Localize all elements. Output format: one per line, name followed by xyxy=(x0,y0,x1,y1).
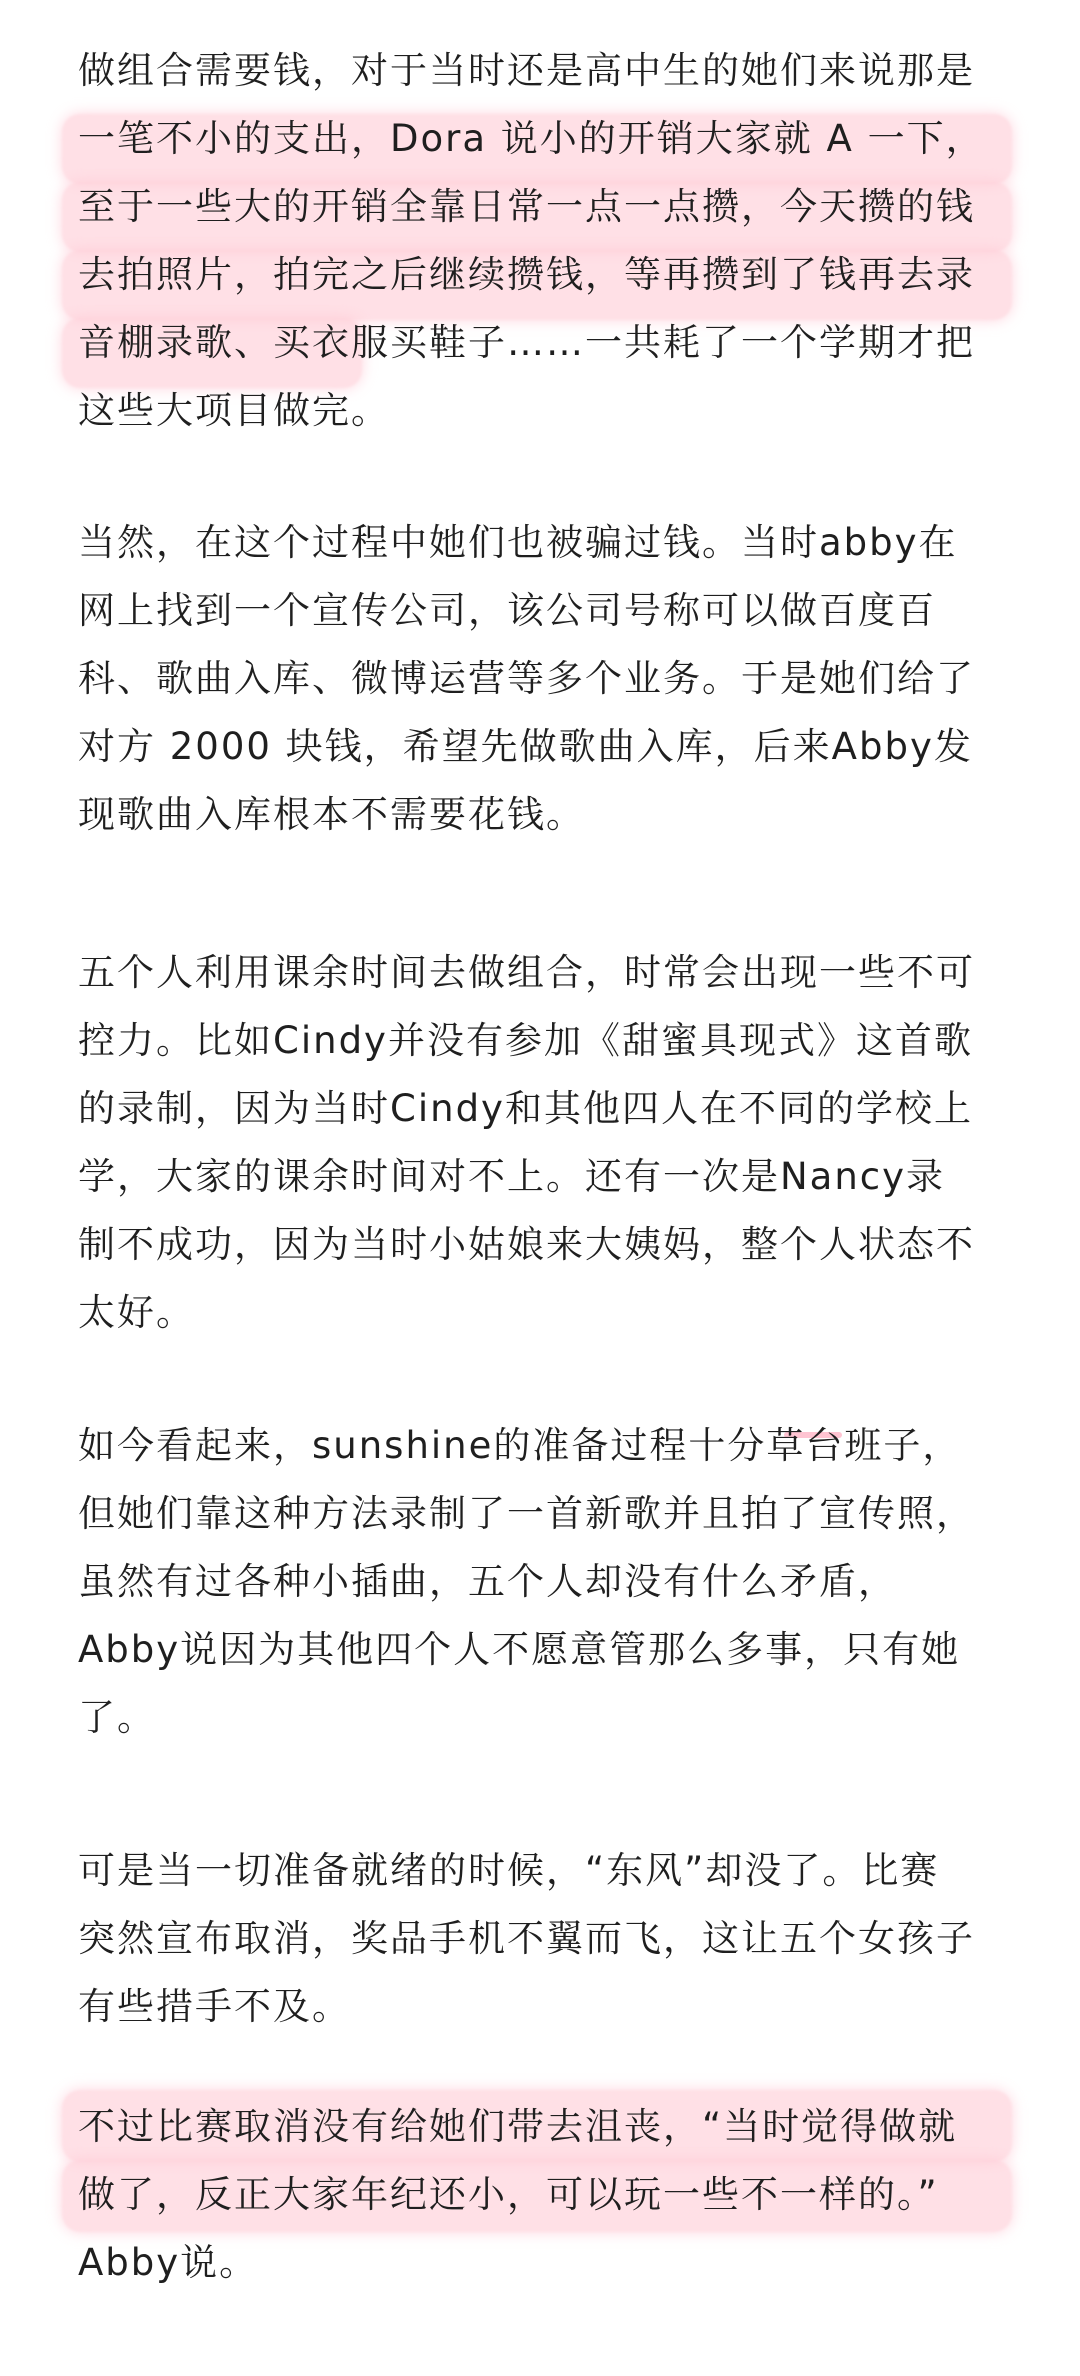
text-line: 学，大家的课余时间对不上。还有一次是Nancy录 xyxy=(78,1155,946,1198)
text-line: 虽然有过各种小插曲，五个人却没有什么矛盾， xyxy=(78,1560,897,1603)
text-line: Abby说。 xyxy=(78,2241,259,2284)
text-line: 制不成功，因为当时小姑娘来大姨妈，整个人状态不 xyxy=(78,1223,975,1266)
text-line: 去拍照片，拍完之后继续攒钱，等再攒到了钱再去录 xyxy=(78,253,975,296)
text-line: 五个人利用课余时间去做组合，时常会出现一些不可 xyxy=(78,951,975,994)
text-line: 科、歌曲入库、微博运营等多个业务。于是她们给了 xyxy=(78,657,975,700)
text-line: 可是当一切准备就绪的时候，“东风”却没了。比赛 xyxy=(78,1849,940,1892)
text-line: 这些大项目做完。 xyxy=(78,389,390,432)
text-line: 了。 xyxy=(78,1696,156,1739)
text-line: Abby说因为其他四个人不愿意管那么多事，只有她 xyxy=(78,1628,961,1671)
text-line: 网上找到一个宣传公司，该公司号称可以做百度百 xyxy=(78,589,936,632)
text-line: 做组合需要钱，对于当时还是高中生的她们来说那是 xyxy=(78,49,975,92)
text-line: 有些措手不及。 xyxy=(78,1985,351,2028)
text-line: 不过比赛取消没有给她们带去沮丧，“当时觉得做就 xyxy=(78,2105,958,2148)
text-line: 当然，在这个过程中她们也被骗过钱。当时abby在 xyxy=(78,521,958,564)
text-line: 突然宣布取消，奖品手机不翼而飞，这让五个女孩子 xyxy=(78,1917,975,1960)
text-line: 的录制，因为当时Cindy和其他四人在不同的学校上 xyxy=(78,1087,973,1130)
text-line: 如今看起来，sunshine的准备过程十分草台班子， xyxy=(78,1424,962,1467)
text-line: 音棚录歌、买衣服买鞋子……一共耗了一个学期才把 xyxy=(78,321,975,364)
text-line: 一笔不小的支出，Dora 说小的开销大家就 A 一下， xyxy=(78,117,985,160)
text-line: 做了，反正大家年纪还小，可以玩一些不一样的。” xyxy=(78,2173,939,2216)
text-line: 对方 2000 块钱，希望先做歌曲入库，后来Abby发 xyxy=(78,725,973,768)
text-line: 控力。比如Cindy并没有参加《甜蜜具现式》这首歌 xyxy=(78,1019,973,1062)
text-line: 但她们靠这种方法录制了一首新歌并且拍了宣传照， xyxy=(78,1492,975,1535)
text-line: 太好。 xyxy=(78,1291,195,1334)
text-line: 现歌曲入库根本不需要花钱。 xyxy=(78,793,585,836)
text-line: 至于一些大的开销全靠日常一点一点攒，今天攒的钱 xyxy=(78,185,975,228)
